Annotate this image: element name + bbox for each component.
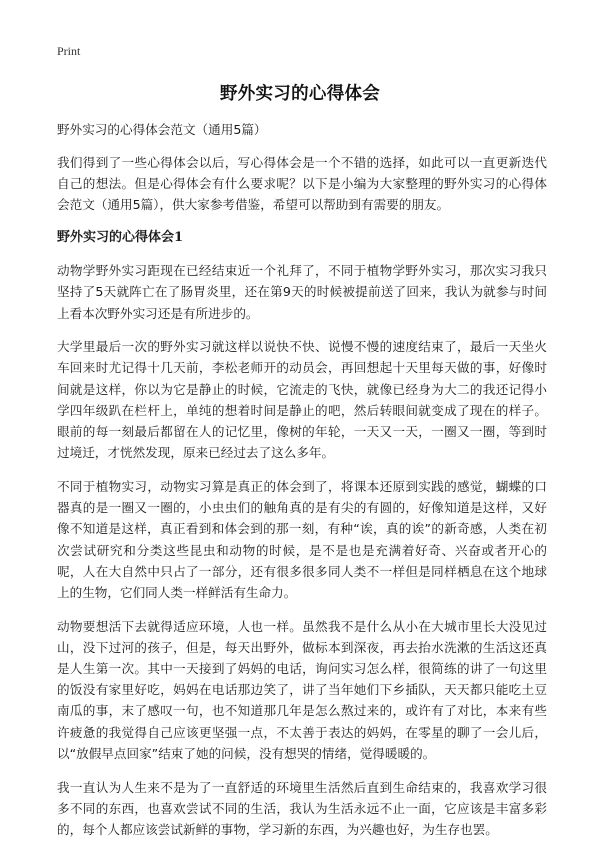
body-paragraph: 动物要想活下去就得适应环境，人也一样。虽然我不是什么从小在大城市里长大没见过山，没下过河的孩子，但是，每天出野外，做标本到深夜，再去抬水洗漱的生活这还真是人生第一次。其中一天接到了妈妈的电话，询问实习怎么样，很简练的讲了一句这里的饭没有家里好吃，妈妈在电话那边笑了，讲了当年她们下乡插队，天天都只能吃土豆南瓜的事，末了感叹一句，也不知道那几年是怎么熬过来的，或许有了对比，本来有些许疲惫的我觉得自己应该更坚强一点，不太善于表达的妈妈，在零星的聊了一会儿后，以“放假早点回家”结束了她的问候，没有想哭的情绪，觉得暖暖的。 [57, 618, 547, 761]
document-title: 野外实习的心得体会 [219, 84, 381, 104]
document-body [57, 120, 547, 853]
print-label: Print [57, 44, 81, 58]
body-paragraph: 动物学野外实习距现在已经结束近一个礼拜了，不同于植物学野外实习，那次实习我只坚持了5天就阵亡在了肠胃炎里，还在第9天的时候被提前送了回来，我认为就参与时间上看本次野外实习还是有所进步的。 [57, 263, 547, 321]
document-subtitle: 野外实习的心得体会范文（通用5篇） [57, 122, 267, 137]
body-paragraph: 不同于植物实习，动物实习算是真正的体会到了，将课本还原到实践的感觉，蝴蝶的口器真的是一圈又一圈的，小虫虫们的触角真的是有尖的有圆的，好像知道是这样，又好像不知道是这样，真正看到和体会到的那一刻，有种“诶，真的诶”的新奇感，人类在初次尝试研究和分类这些昆虫和动物的时候，是不是也是充满着好奇、兴奋或者开心的呢，人在大自然中只占了一部分，还有很多很多同人类不一样但是同样栖息在这个地球上的生物，它们同人类一样鲜活有生命力。 [57, 478, 547, 600]
section-heading: 野外实习的心得体会1 [57, 230, 184, 246]
body-paragraph: 大学里最后一次的野外实习就这样以说快不快、说慢不慢的速度结束了，最后一天坐火车回来时尤记得十几天前，李松老师开的动员会，再回想起十天里每天做的事，好像时间就是这样，你以为它是静止的时候，它流走的飞快，就像已经身为大二的我还记得小学四年级趴在栏杆上，单纯的想着时间是静止的吧，然后转眼间就变成了现在的样子。眼前的每一刻最后都留在人的记忆里，像树的年轮，一天又一天，一圈又一圈，等到时过境迁，才恍然发现，原来已经过去了这么多年。 [57, 339, 547, 461]
body-paragraph: 我一直认为人生来不是为了一直舒适的环境里生活然后直到生命结束的，我喜欢学习很多不同的东西，也喜欢尝试不同的生活，我认为生活永远不止一面，它应该是丰富多彩的，每个人都应该尝试新鲜的事物，学习新的东西，为兴趣也好，为生存也罢。 [57, 779, 547, 837]
intro-paragraph: 我们得到了一些心得体会以后，写心得体会是一个不错的选择，如此可以一直更新迭代自己的想法。但是心得体会有什么要求呢？以下是小编为大家整理的野外实习的心得体会范文（通用5篇），供大家参考借鉴，希望可以帮助到有需要的朋友。 [57, 155, 547, 213]
